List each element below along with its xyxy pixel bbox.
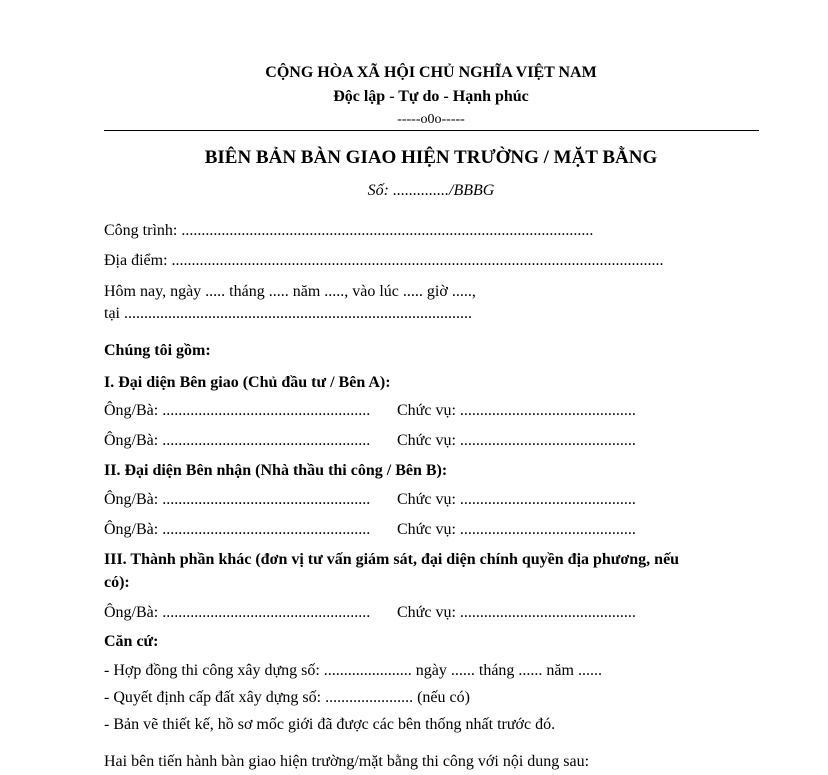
party-a-name-2: Ông/Bà: .................................................... xyxy=(104,432,371,449)
closing-statement: Hai bên tiến hành bàn giao hiện trường/mặt bằng thi công với nội dung sau: xyxy=(104,753,590,770)
header-divider xyxy=(104,130,759,131)
document-number: Số: ............../BBBG xyxy=(367,182,495,199)
party-b-position-1: Chức vụ: ............................................ xyxy=(397,491,636,508)
party-b-position-2: Chức vụ: ............................................ xyxy=(397,521,636,538)
ornament: -----o0o----- xyxy=(397,112,465,127)
basis-item-contract: - Hợp đồng thi công xây dựng số: ...................... ngày ...... tháng ...... năm ...... xyxy=(104,662,602,679)
party-b-name-1: Ông/Bà: .................................................... xyxy=(104,491,371,508)
party-other-heading-line2: có): xyxy=(104,574,130,591)
party-b-name-2: Ông/Bà: .................................................... xyxy=(104,521,371,538)
national-title: CỘNG HÒA XÃ HỘI CHỦ NGHĨA VIỆT NAM xyxy=(265,64,597,81)
project-field: Công trình: ....................................................................................................... xyxy=(104,222,594,239)
basis-item-land-decision: - Quyết định cấp đất xây dựng số: ...................... (nếu có) xyxy=(104,689,470,706)
party-a-position-1: Chức vụ: ............................................ xyxy=(397,402,636,419)
party-b-heading: II. Đại diện Bên nhận (Nhà thầu thi công / Bên B): xyxy=(104,462,448,479)
parties-heading: Chúng tôi gồm: xyxy=(104,342,211,359)
party-other-position-1: Chức vụ: ............................................ xyxy=(397,604,636,621)
party-other-heading-line1: III. Thành phần khác (đơn vị tư vấn giám sát, đại diện chính quyền địa phương, nếu xyxy=(104,551,680,568)
datetime-field: Hôm nay, ngày ..... tháng ..... năm ....., vào lúc ..... giờ ....., xyxy=(104,283,476,300)
party-a-position-2: Chức vụ: ............................................ xyxy=(397,432,636,449)
document-title: BIÊN BẢN BÀN GIAO HIỆN TRƯỜNG / MẶT BẰNG xyxy=(204,147,658,168)
motto: Độc lập - Tự do - Hạnh phúc xyxy=(333,88,529,105)
party-a-heading: I. Đại diện Bên giao (Chủ đầu tư / Bên A): xyxy=(104,374,391,391)
party-other-name-1: Ông/Bà: .................................................... xyxy=(104,604,371,621)
place-field: tại ....................................................................................... xyxy=(104,305,472,322)
basis-item-drawings: - Bản vẽ thiết kế, hồ sơ mốc giới đã được các bên thống nhất trước đó. xyxy=(104,716,556,733)
basis-heading: Căn cứ: xyxy=(104,633,159,650)
location-field: Địa điểm: ........................................................................................................................... xyxy=(104,252,664,269)
party-a-name-1: Ông/Bà: .................................................... xyxy=(104,402,371,419)
